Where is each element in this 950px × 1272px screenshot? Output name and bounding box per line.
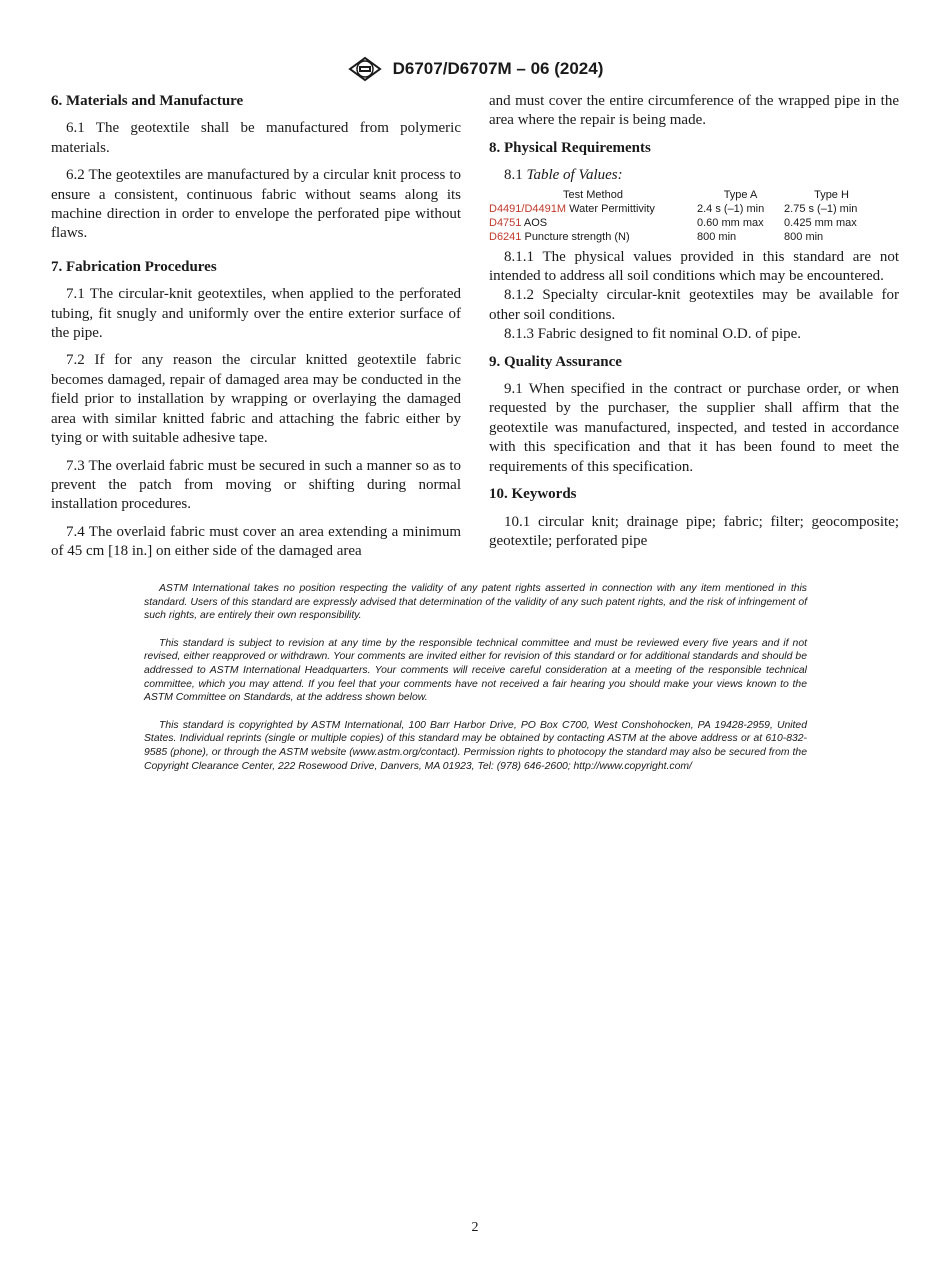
paragraph-8-1-2: 8.1.2 Specialty circular-knit geotextiles may be available for other soil conditions. [489,287,899,323]
table-row [489,230,879,244]
table-cell-method [489,230,697,244]
copyright-notice: This standard is copyrighted by ASTM International, 100 Barr Harbor Drive, PO Box C700, West Conshohocken, PA 19428-2959, United States. Individual reprints (single or multiple copies) of this standard may be obtained by contacting ASTM at the above address or at 610-832-9585 (phone), or through the ASTM website (www.astm.org/contact). Permission rights to photocopy the standard may also be secured from the Copyright Clearance Center, 222 Rosewood Drive, Danvers, MA 01923, Tel: (978) 646-2600; http://www.copyright.com/ [144,719,807,772]
right-column [489,92,899,559]
page-number: 2 [471,1220,479,1235]
method-label: Water Permittivity [566,202,655,215]
left-column [51,92,461,570]
paragraph-7-3: 7.3 The overlaid fabric must be secured in such a manner so as to prevent the patch from moving or shifting during normal installation procedures. [51,457,461,513]
table-cell-type-h: 0.425 mm max [784,216,857,229]
table-cell-method [489,216,697,230]
standard-link[interactable]: D4491/D4491M [489,202,567,215]
table-header-type-h: Type H [814,188,849,201]
table-cell-type-h: 800 min [784,230,824,243]
method-label: AOS [521,216,548,229]
paragraph-7-4: 7.4 The overlaid fabric must cover an area extending a minimum of 45 cm [18 in.] on either side of the damaged area [51,523,461,560]
paragraph-7-2: 7.2 If for any reason the circular knitted geotextile fabric becomes damaged, repair of damaged area may be conducted in the field prior to installation by wrapping or overlaying the damaged area with similar knitted fabric and attaching the fabric either by tying or with suitable adhesive tape. [51,352,461,447]
section-8-heading: 8. Physical Requirements [489,139,651,156]
table-row [489,202,879,216]
paragraph-7-4-continued: and must cover the entire circumference of the wrapped pipe in the area where the repair is being made. [489,93,899,129]
astm-notices [144,582,807,787]
table-caption-number: 8.1 [504,167,523,184]
astm-logo-icon [347,56,383,82]
section-7-heading: 7. Fabrication Procedures [51,258,217,275]
table-cell-type-a: 2.4 s (–1) min [697,202,765,215]
table-caption-title: Table of Values: [526,167,623,184]
paragraph-9-1: 9.1 When specified in the contract or purchase order, or when requested by the purchaser, the supplier shall affirm that the geotextile was manufactured, inspected, and tested in accordance with this specification and that it has been found to meet the requirements of this specification. [489,381,899,475]
table-header-test-method: Test Method [563,188,623,201]
table-row [489,216,879,230]
section-9-heading: 9. Quality Assurance [489,353,622,370]
table-cell-method [489,202,697,216]
method-label: Puncture strength (N) [521,230,630,243]
table-cell-type-a: 0.60 mm max [697,216,764,229]
paragraph-6-2: 6.2 The geotextiles are manufactured by a circular knit process to ensure a consistent, continuous fabric without seams along its machine direction in order to envelope the perforated pipe without flaws. [51,167,461,242]
table-header-row [489,188,879,202]
paragraph-10-1: 10.1 circular knit; drainage pipe; fabric; filter; geocomposite; geotextile; perforated pipe [489,513,899,549]
table-caption [489,166,899,185]
section-10-heading: 10. Keywords [489,486,577,503]
values-table [489,188,879,244]
paragraph-6-1: 6.1 The geotextile shall be manufactured from polymeric materials. [51,120,461,156]
paragraph-8-1-3: 8.1.3 Fabric designed to fit nominal O.D. of pipe. [504,326,802,343]
paragraph-8-1-1: 8.1.1 The physical values provided in this standard are not intended to address all soil conditions which may be encountered. [489,248,899,285]
paragraph-7-1: 7.1 The circular-knit geotextiles, when applied to the perforated tubing, fit snugly and uniformly over the entire exterior surface of the pipe. [51,286,461,342]
patent-notice: ASTM International takes no position respecting the validity of any patent rights asserted in connection with any item mentioned in this standard. Users of this standard are expressly advised that determination of the validity of any such patent rights, and the risk of infringement of such rights, are entirely their own responsibility. [144,583,807,622]
revision-notice: This standard is subject to revision at any time by the responsible technical committee and must be reviewed every five years and if not revised, either reapproved or withdrawn. Your comments are invited either for revision of this standard or for additional standards and should be addressed to ASTM International Headquarters. Your comments will receive careful consideration at a meeting of the responsible technical committee, which you may attend. If you feel that your comments have not received a fair hearing you should make your views known to the ASTM Committee on Standards, at the address shown below. [144,637,807,704]
standard-link[interactable]: D4751 [489,216,522,229]
standard-link[interactable]: D6241 [489,230,522,243]
document-designation: D6707/D6707M – 06 (2024) [392,59,604,78]
table-header-type-a: Type A [723,188,758,201]
table-cell-type-a: 800 min [697,230,737,243]
page-header [0,56,950,82]
table-cell-type-h: 2.75 s (–1) min [784,202,858,215]
section-6-heading: 6. Materials and Manufacture [51,93,244,109]
